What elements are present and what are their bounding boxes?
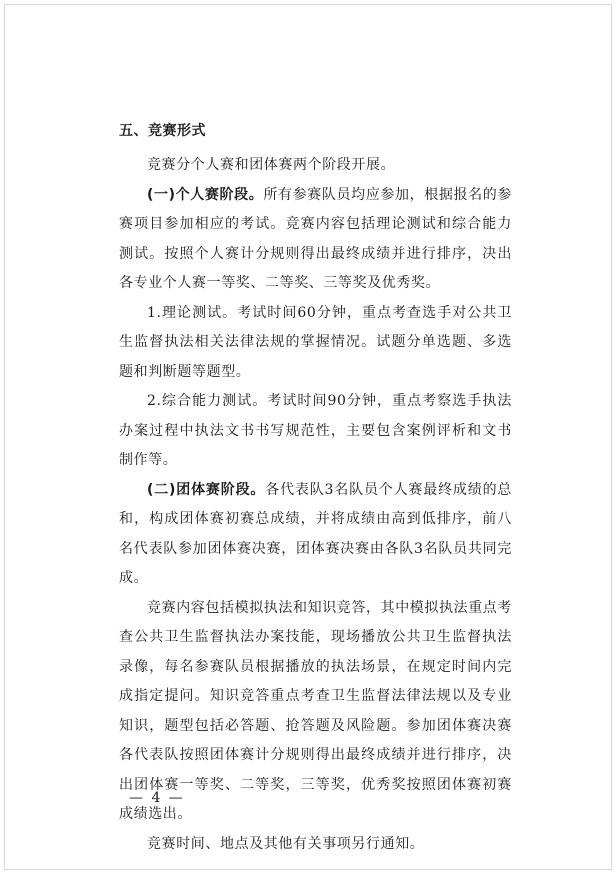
document-page — [4, 4, 612, 870]
comprehensive-test-paragraph: 2.综合能力测试。考试时间90分钟，重点考察选手执法办案过程中执法文书书写规范性，主要包含案例评析和文书制作等。 — [119, 393, 512, 468]
intro-paragraph: 竞赛分个人赛和团体赛两个阶段开展。 — [147, 157, 396, 173]
page-content — [119, 122, 512, 859]
page-number: — 4 — — [129, 790, 185, 806]
notice-paragraph: 竞赛时间、地点及其他有关事项另行通知。 — [147, 835, 425, 852]
individual-stage-text: 所有参赛队员均应参加，根据报名的参赛项目参加相应的考试。竞赛内容包括理论测试和综合能力测试。按照个人赛计分规则得出最终成绩并进行排序，决出各专业个人赛一等奖、二等奖、三等奖及优秀奖。 — [119, 186, 513, 291]
individual-stage-paragraph — [119, 181, 512, 299]
team-stage-text: 各代表队3名队员个人赛最终成绩的总和，构成团体赛初赛总成绩，并将成绩由高到低排序，前八名代表队参加团体赛决赛，团体赛决赛由各队3名队员共同完成。 — [119, 481, 512, 586]
team-stage-lead: (二)团体赛阶段。 — [147, 481, 266, 498]
theory-test-paragraph: 1.理论测试。考试时间60分钟，重点考查选手对公共卫生监督执法相关法律法规的掌握情况。试题分单选题、多选题和判断题等题型。 — [119, 304, 512, 380]
individual-stage-lead: (一)个人赛阶段。 — [147, 186, 264, 203]
team-content-paragraph: 竞赛内容包括模拟执法和知识竞答，其中模拟执法重点考查公共卫生监督执法办案技能，现场播放公共卫生监督执法录像，每名参赛队员根据播放的执法场景，在规定时间内完成指定提问。知识竞答重点考查卫生监督法律法规以及专业知识，题型包括必答题、抢答题及风险题。参加团体赛决赛各代表队按照团体赛计分规则得出最终成绩并进行排序，决出团体赛一等奖、二等奖，三等奖，优秀奖按照团体赛初赛成绩选出。 — [119, 599, 512, 822]
section-heading: 五、竞赛形式 — [119, 123, 206, 139]
team-stage-paragraph — [119, 476, 512, 594]
